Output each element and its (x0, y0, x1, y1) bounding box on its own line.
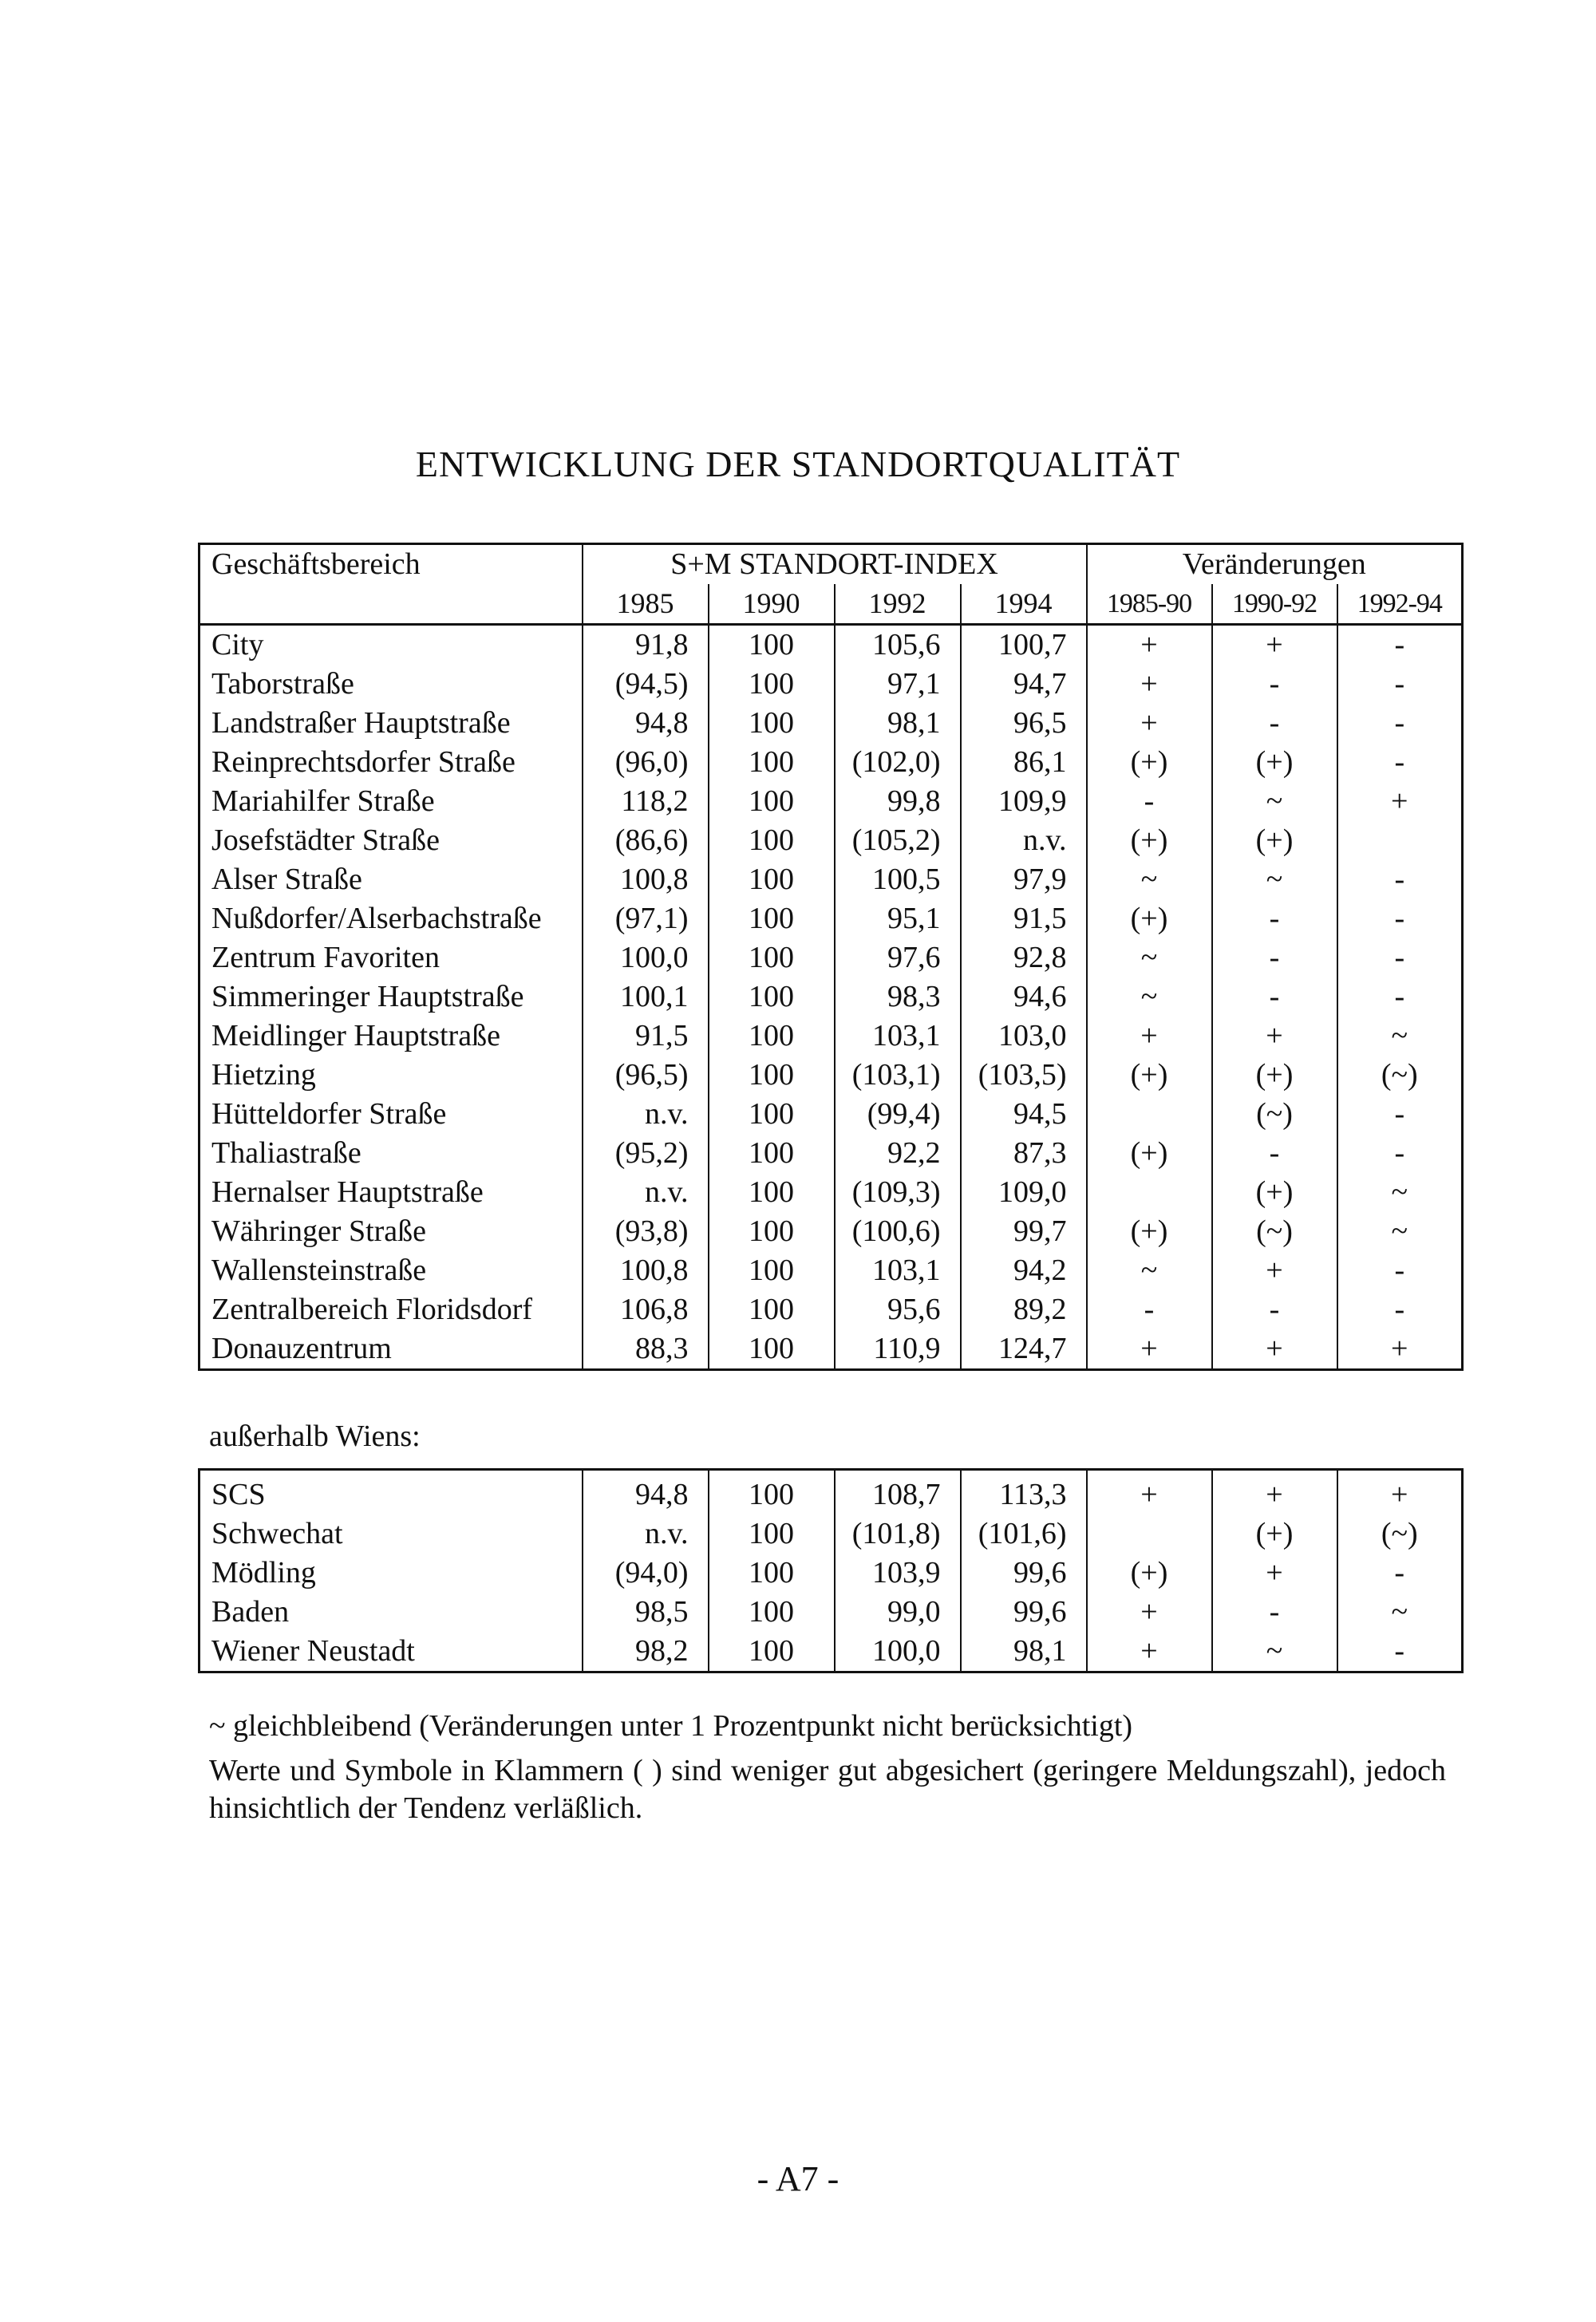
change-1985-90: ~ (1087, 860, 1212, 899)
table-row (200, 899, 1463, 938)
index-1994: 86,1 (961, 743, 1087, 782)
footnote-brackets: Werte und Symbole in Klammern ( ) sind weniger gut abgesichert (geringere Meldungszahl), jedoch hinsichtlich der Tendenz verläßlich. (209, 1754, 1446, 1825)
index-1992: 103,1 (835, 1017, 961, 1056)
index-1994: 92,8 (961, 938, 1087, 977)
table-row (200, 1212, 1463, 1251)
outside-vienna-table (198, 1468, 1464, 1673)
index-1990: 100 (709, 665, 835, 704)
index-1994: 94,7 (961, 665, 1087, 704)
change-1985-90: ~ (1087, 1251, 1212, 1290)
change-1992-94: - (1337, 977, 1463, 1017)
change-1992-94 (1337, 821, 1463, 860)
index-1990: 100 (709, 1470, 835, 1515)
header-change-1985-90: 1985-90 (1087, 584, 1212, 625)
index-1985: 100,8 (583, 860, 709, 899)
index-1985: (93,8) (583, 1212, 709, 1251)
outside-table-body (200, 1470, 1463, 1672)
change-1990-92: - (1212, 1134, 1337, 1173)
index-1992: 99,8 (835, 782, 961, 821)
header-change-group: Veränderungen (1087, 544, 1463, 585)
area-name: Landstraßer Hauptstraße (211, 706, 511, 740)
change-1985-90: + (1087, 1632, 1212, 1672)
footnote-tilde: ~ gleichbleibend (Veränderungen unter 1 Prozentpunkt nicht berücksichtigt) (209, 1709, 1133, 1743)
index-1994: 98,1 (961, 1632, 1087, 1672)
table-row (200, 1056, 1463, 1095)
index-1990: 100 (709, 1329, 835, 1370)
change-1985-90 (1087, 1173, 1212, 1212)
index-1994: 97,9 (961, 860, 1087, 899)
main-table-body (200, 625, 1463, 1370)
index-1992: (103,1) (835, 1056, 961, 1095)
table-row (200, 1017, 1463, 1056)
index-1994: (103,5) (961, 1056, 1087, 1095)
index-1990: 100 (709, 1212, 835, 1251)
change-1990-92: - (1212, 1290, 1337, 1329)
table-row (200, 625, 1463, 665)
index-1990: 100 (709, 1251, 835, 1290)
change-1985-90: (+) (1087, 1554, 1212, 1593)
area-name: Nußdorfer/Alserbachstraße (211, 902, 542, 935)
change-1992-94: - (1337, 1251, 1463, 1290)
table-row (200, 860, 1463, 899)
index-1990: 100 (709, 1632, 835, 1672)
change-1992-94: ~ (1337, 1173, 1463, 1212)
page-title: ENTWICKLUNG DER STANDORTQUALITÄT (415, 444, 1181, 484)
area-name: Hütteldorfer Straße (211, 1097, 447, 1131)
index-1985: (97,1) (583, 899, 709, 938)
table-row (200, 1470, 1463, 1515)
change-1985-90: (+) (1087, 899, 1212, 938)
change-1992-94: ~ (1337, 1593, 1463, 1632)
index-1985: n.v. (583, 1173, 709, 1212)
index-1992: (100,6) (835, 1212, 961, 1251)
index-1985: n.v. (583, 1514, 709, 1554)
change-1985-90: + (1087, 704, 1212, 743)
index-1985: 106,8 (583, 1290, 709, 1329)
change-1992-94: (~) (1337, 1514, 1463, 1554)
change-1992-94: - (1337, 1095, 1463, 1134)
index-1990: 100 (709, 899, 835, 938)
header-change-1990-92: 1990-92 (1212, 584, 1337, 625)
index-1994: 91,5 (961, 899, 1087, 938)
table-row (200, 1632, 1463, 1672)
index-1985: 100,8 (583, 1251, 709, 1290)
change-1990-92: (~) (1212, 1095, 1337, 1134)
table-row (200, 665, 1463, 704)
table-row (200, 1173, 1463, 1212)
change-1985-90: + (1087, 625, 1212, 665)
change-1992-94: - (1337, 860, 1463, 899)
index-1990: 100 (709, 1017, 835, 1056)
index-1985: (94,0) (583, 1554, 709, 1593)
change-1985-90: ~ (1087, 977, 1212, 1017)
index-1992: 103,9 (835, 1554, 961, 1593)
area-name: Zentrum Favoriten (211, 941, 440, 974)
table-row (200, 743, 1463, 782)
index-1990: 100 (709, 743, 835, 782)
area-name: Simmeringer Hauptstraße (211, 980, 524, 1013)
outside-vienna-label: außerhalb Wiens: (209, 1420, 421, 1453)
index-1994: 87,3 (961, 1134, 1087, 1173)
area-name: Hernalser Hauptstraße (211, 1175, 484, 1209)
change-1990-92: + (1212, 1554, 1337, 1593)
header-year-1990: 1990 (709, 584, 835, 625)
index-1994: 100,7 (961, 625, 1087, 665)
change-1985-90: - (1087, 782, 1212, 821)
change-1992-94: - (1337, 1554, 1463, 1593)
area-name: Alser Straße (211, 863, 362, 896)
change-1992-94: - (1337, 1290, 1463, 1329)
index-1994: 109,0 (961, 1173, 1087, 1212)
index-1994: 99,6 (961, 1554, 1087, 1593)
index-1994: n.v. (961, 821, 1087, 860)
index-1985: (86,6) (583, 821, 709, 860)
index-1985: (96,5) (583, 1056, 709, 1095)
index-1985: 91,8 (583, 625, 709, 665)
index-1985: 88,3 (583, 1329, 709, 1370)
index-1994: 89,2 (961, 1290, 1087, 1329)
change-1992-94: ~ (1337, 1017, 1463, 1056)
index-1992: 97,1 (835, 665, 961, 704)
index-1985: 94,8 (583, 1470, 709, 1515)
index-1992: 97,6 (835, 938, 961, 977)
area-name: Meidlinger Hauptstraße (211, 1019, 500, 1052)
change-1990-92: + (1212, 1329, 1337, 1370)
header-area: Geschäftsbereich (211, 547, 421, 581)
index-1992: (109,3) (835, 1173, 961, 1212)
index-1985: 94,8 (583, 704, 709, 743)
table-row (200, 938, 1463, 977)
change-1985-90: + (1087, 1470, 1212, 1515)
table-row (200, 1290, 1463, 1329)
index-1994: 94,6 (961, 977, 1087, 1017)
index-1992: 95,1 (835, 899, 961, 938)
index-1990: 100 (709, 1593, 835, 1632)
header-area-spacer (200, 584, 583, 625)
change-1992-94: + (1337, 1470, 1463, 1515)
index-1990: 100 (709, 704, 835, 743)
index-1992: (102,0) (835, 743, 961, 782)
index-1994: 94,5 (961, 1095, 1087, 1134)
index-1992: 98,3 (835, 977, 961, 1017)
change-1992-94: - (1337, 899, 1463, 938)
change-1985-90: ~ (1087, 938, 1212, 977)
table-row (200, 704, 1463, 743)
change-1992-94: + (1337, 782, 1463, 821)
index-1992: 95,6 (835, 1290, 961, 1329)
change-1990-92: + (1212, 625, 1337, 665)
index-1992: 105,6 (835, 625, 961, 665)
change-1990-92: - (1212, 977, 1337, 1017)
index-1994: (101,6) (961, 1514, 1087, 1554)
change-1990-92: - (1212, 704, 1337, 743)
index-1990: 100 (709, 938, 835, 977)
change-1990-92: (+) (1212, 1514, 1337, 1554)
index-1994: 103,0 (961, 1017, 1087, 1056)
index-1985: 118,2 (583, 782, 709, 821)
change-1992-94: - (1337, 743, 1463, 782)
change-1990-92: + (1212, 1251, 1337, 1290)
change-1985-90: + (1087, 1593, 1212, 1632)
change-1990-92: ~ (1212, 860, 1337, 899)
change-1985-90: + (1087, 665, 1212, 704)
area-name: Schwechat (211, 1517, 343, 1550)
change-1990-92: - (1212, 938, 1337, 977)
index-1985: 100,0 (583, 938, 709, 977)
index-1990: 100 (709, 977, 835, 1017)
area-name: Baden (211, 1595, 290, 1629)
index-1990: 100 (709, 1290, 835, 1329)
change-1990-92: (+) (1212, 821, 1337, 860)
index-1990: 100 (709, 1514, 835, 1554)
index-1985: 98,2 (583, 1632, 709, 1672)
index-1992: 99,0 (835, 1593, 961, 1632)
change-1985-90: (+) (1087, 821, 1212, 860)
table-row (200, 1095, 1463, 1134)
change-1985-90 (1087, 1095, 1212, 1134)
change-1990-92: - (1212, 899, 1337, 938)
change-1990-92: (+) (1212, 1056, 1337, 1095)
index-1990: 100 (709, 821, 835, 860)
index-1992: 100,0 (835, 1632, 961, 1672)
index-1985: n.v. (583, 1095, 709, 1134)
header-year-1985: 1985 (583, 584, 709, 625)
header-year-1992: 1992 (835, 584, 961, 625)
area-name: Taborstraße (211, 667, 354, 701)
change-1990-92: + (1212, 1017, 1337, 1056)
table-row (200, 1329, 1463, 1370)
change-1985-90: + (1087, 1329, 1212, 1370)
change-1992-94: - (1337, 1134, 1463, 1173)
change-1990-92: ~ (1212, 782, 1337, 821)
table-row (200, 821, 1463, 860)
table-row (200, 1554, 1463, 1593)
index-1985: (96,0) (583, 743, 709, 782)
index-1994: 96,5 (961, 704, 1087, 743)
change-1992-94: - (1337, 665, 1463, 704)
area-name: Wiener Neustadt (211, 1634, 415, 1668)
area-name: Zentralbereich Floridsdorf (211, 1293, 533, 1326)
index-1990: 100 (709, 782, 835, 821)
change-1990-92: - (1212, 1593, 1337, 1632)
change-1992-94: ~ (1337, 1212, 1463, 1251)
change-1985-90: (+) (1087, 1134, 1212, 1173)
change-1992-94: + (1337, 1329, 1463, 1370)
header-change-1992-94: 1992-94 (1337, 584, 1463, 625)
header-year-1994: 1994 (961, 584, 1087, 625)
area-name: Reinprechtsdorfer Straße (211, 745, 516, 779)
change-1985-90: - (1087, 1290, 1212, 1329)
index-1992: (101,8) (835, 1514, 961, 1554)
change-1985-90: + (1087, 1017, 1212, 1056)
index-1992: 103,1 (835, 1251, 961, 1290)
change-1992-94: - (1337, 1632, 1463, 1672)
area-name: Josefstädter Straße (211, 823, 440, 857)
index-1985: (94,5) (583, 665, 709, 704)
table-row (200, 1593, 1463, 1632)
index-1985: 91,5 (583, 1017, 709, 1056)
area-name: Hietzing (211, 1058, 316, 1092)
area-name: SCS (211, 1478, 266, 1511)
index-1990: 100 (709, 1173, 835, 1212)
change-1985-90: (+) (1087, 1056, 1212, 1095)
change-1985-90: (+) (1087, 1212, 1212, 1251)
area-name: Mariahilfer Straße (211, 784, 435, 818)
table-row (200, 782, 1463, 821)
index-1992: 108,7 (835, 1470, 961, 1515)
change-1992-94: - (1337, 704, 1463, 743)
change-1985-90 (1087, 1514, 1212, 1554)
index-1990: 100 (709, 1095, 835, 1134)
index-1994: 124,7 (961, 1329, 1087, 1370)
change-1990-92: ~ (1212, 1632, 1337, 1672)
table-row (200, 1514, 1463, 1554)
change-1990-92: - (1212, 665, 1337, 704)
index-1992: (105,2) (835, 821, 961, 860)
area-name: Thaliastraße (211, 1136, 361, 1170)
area-name: Währinger Straße (211, 1214, 427, 1248)
change-1992-94: - (1337, 625, 1463, 665)
area-name: Mödling (211, 1556, 316, 1589)
change-1990-92: (~) (1212, 1212, 1337, 1251)
area-name: Donauzentrum (211, 1332, 392, 1365)
index-1994: 99,7 (961, 1212, 1087, 1251)
change-1992-94: (~) (1337, 1056, 1463, 1095)
index-1994: 109,9 (961, 782, 1087, 821)
change-1990-92: (+) (1212, 743, 1337, 782)
index-1990: 100 (709, 1134, 835, 1173)
change-1992-94: - (1337, 938, 1463, 977)
change-1990-92: + (1212, 1470, 1337, 1515)
main-index-table (198, 543, 1464, 1371)
index-1994: 94,2 (961, 1251, 1087, 1290)
area-name: Wallensteinstraße (211, 1254, 427, 1287)
table-row (200, 1251, 1463, 1290)
index-1985: 98,5 (583, 1593, 709, 1632)
index-1992: (99,4) (835, 1095, 961, 1134)
index-1985: 100,1 (583, 977, 709, 1017)
change-1985-90: (+) (1087, 743, 1212, 782)
index-1985: (95,2) (583, 1134, 709, 1173)
index-1990: 100 (709, 1056, 835, 1095)
index-1990: 100 (709, 860, 835, 899)
index-1992: 98,1 (835, 704, 961, 743)
page-number: - A7 - (757, 2159, 839, 2198)
index-1994: 113,3 (961, 1470, 1087, 1515)
change-1990-92: (+) (1212, 1173, 1337, 1212)
area-name: City (211, 628, 264, 661)
index-1990: 100 (709, 625, 835, 665)
index-1992: 100,5 (835, 860, 961, 899)
table-row (200, 1134, 1463, 1173)
index-1992: 92,2 (835, 1134, 961, 1173)
index-1990: 100 (709, 1554, 835, 1593)
index-1992: 110,9 (835, 1329, 961, 1370)
index-1994: 99,6 (961, 1593, 1087, 1632)
table-row (200, 977, 1463, 1017)
header-index-group: S+M STANDORT-INDEX (583, 544, 1087, 585)
